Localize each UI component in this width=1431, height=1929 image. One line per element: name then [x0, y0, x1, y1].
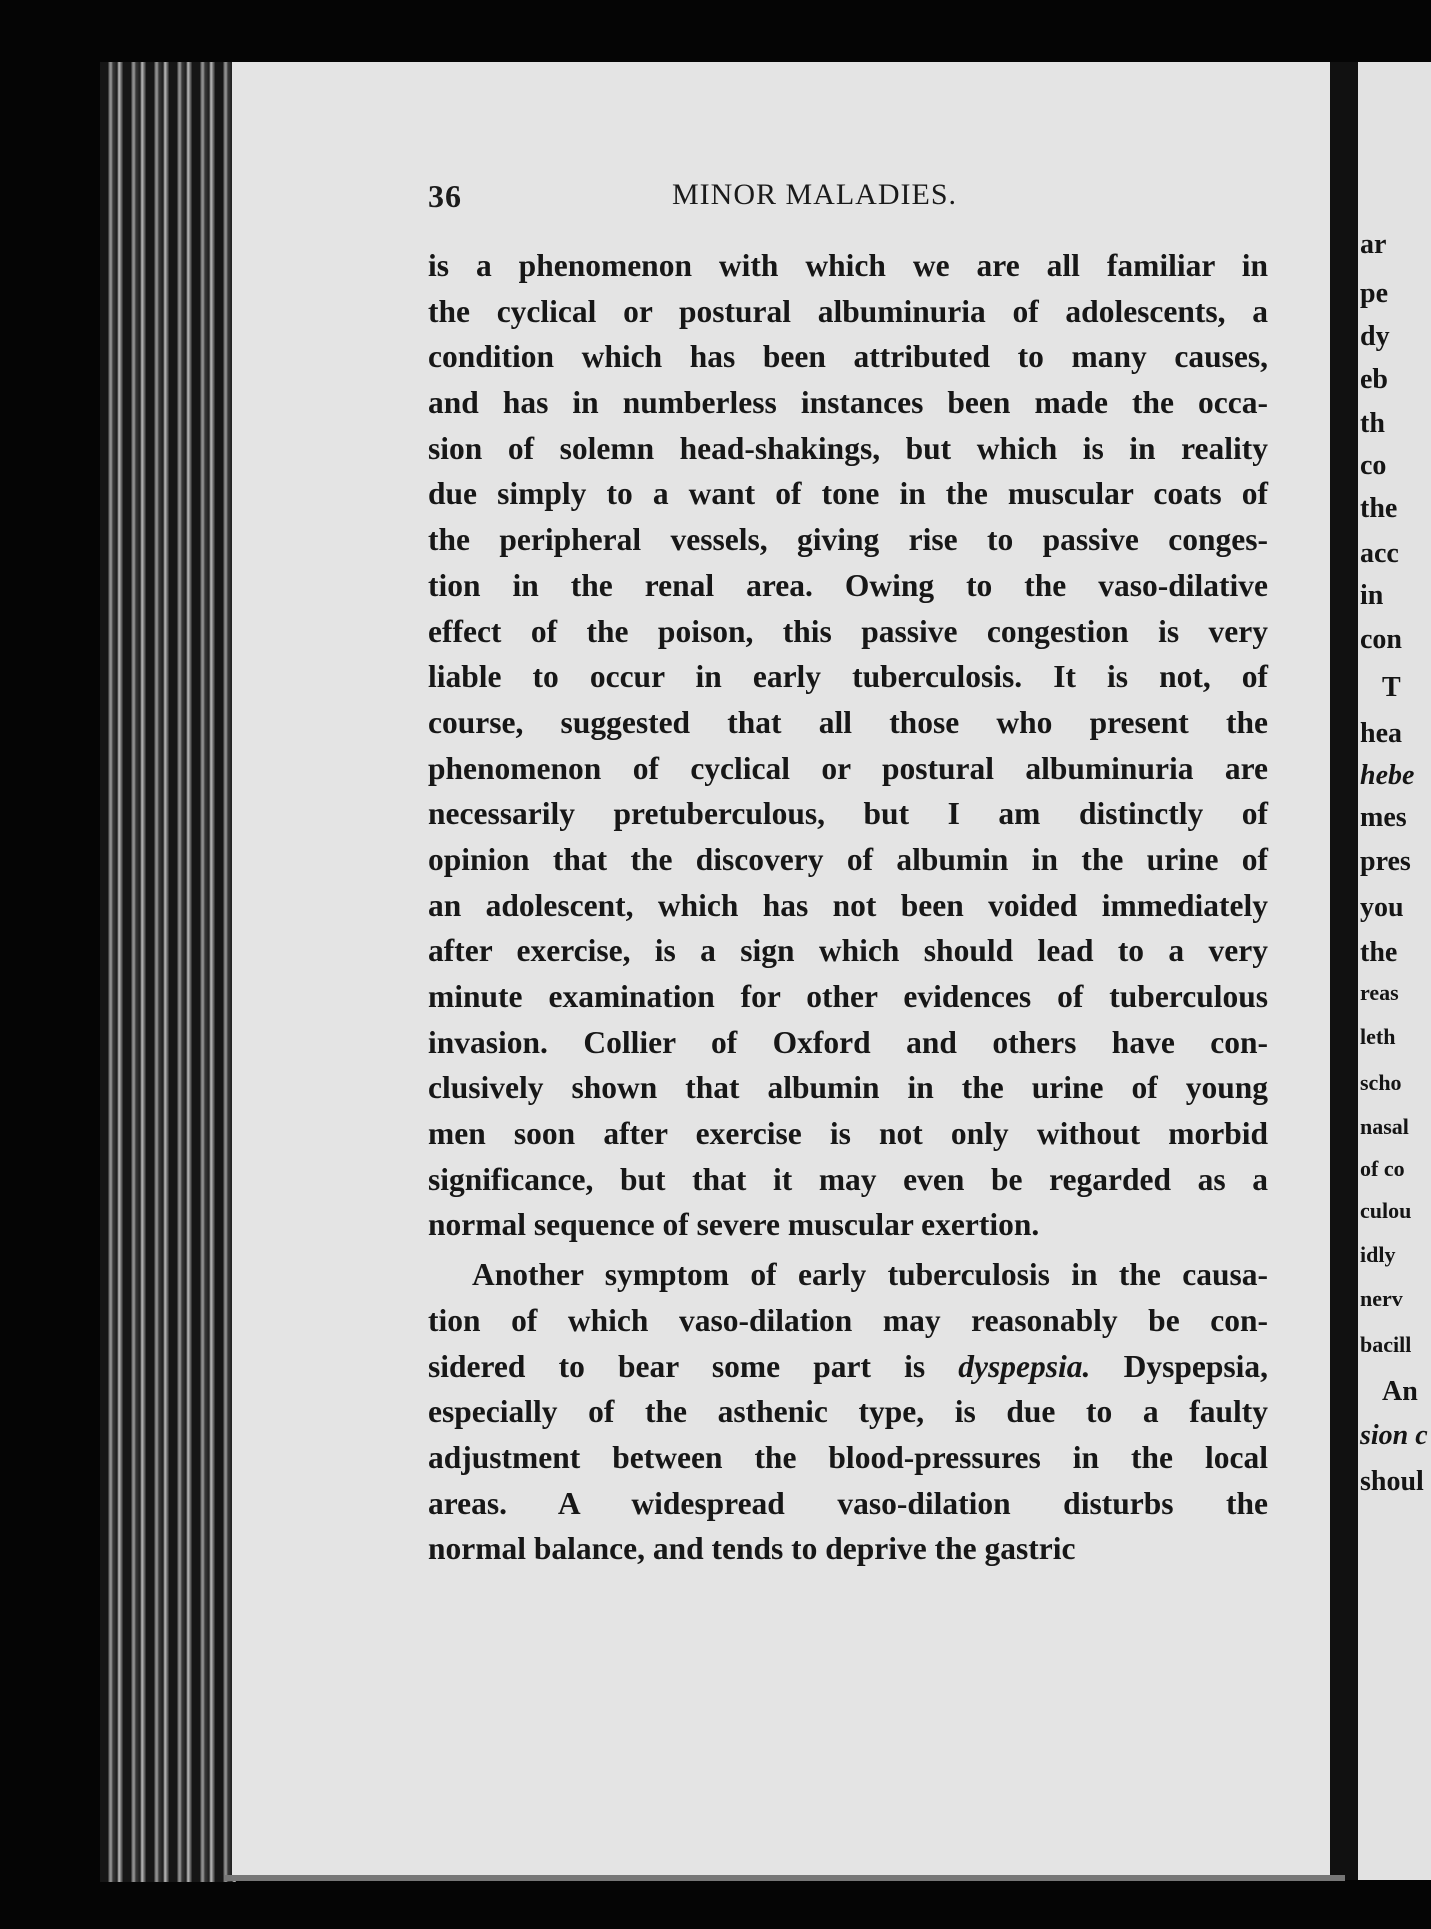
adjacent-page-edge	[1358, 62, 1431, 1880]
text-line: tion in the renal area. Owing to the vaso-dilative	[428, 567, 1268, 603]
adjacent-page-fragment: sion c	[1360, 1420, 1428, 1451]
text-line: adjustment between the blood-pressures in the local	[428, 1439, 1268, 1475]
text-line: necessarily pretuberculous, but I am distinctly of	[428, 796, 1268, 832]
adjacent-page-fragment: idly	[1360, 1242, 1396, 1267]
adjacent-page-fragment: th	[1360, 408, 1385, 439]
text-line: significance, but that it may even be regarded as a	[428, 1161, 1268, 1197]
adjacent-page-fragment: you	[1360, 892, 1404, 923]
text-line: is a phenomenon with which we are all familiar in	[428, 248, 1268, 283]
body-text	[428, 243, 1268, 1572]
text-line: phenomenon of cyclical or postural albuminuria are	[428, 750, 1268, 786]
adjacent-page-fragment: ar	[1360, 229, 1387, 260]
adjacent-page-fragment: T	[1382, 672, 1401, 703]
adjacent-page-fragment: hea	[1360, 718, 1402, 749]
adjacent-page-fragment: reas	[1360, 980, 1399, 1005]
text-line: especially of the asthenic type, is due to a faulty	[428, 1394, 1268, 1430]
adjacent-page-fragment: An	[1382, 1376, 1418, 1407]
adjacent-page-fragment: eb	[1360, 364, 1388, 395]
text-line: normal sequence of severe muscular exertion.	[428, 1207, 1040, 1243]
adjacent-page-fragment: con	[1360, 624, 1402, 655]
adjacent-page-fragment: dy	[1360, 321, 1390, 352]
text-line: invasion. Collier of Oxford and others have con-	[428, 1024, 1268, 1060]
text-line: men soon after exercise is not only without morbid	[428, 1116, 1268, 1152]
text-line: minute examination for other evidences of tuberculous	[428, 979, 1268, 1014]
adjacent-page-fragment: culou	[1360, 1198, 1412, 1223]
adjacent-page-fragment: scho	[1360, 1070, 1402, 1095]
adjacent-page-fragment: bacill	[1360, 1332, 1412, 1357]
text-line: due simply to a want of tone in the muscular coats of	[428, 476, 1268, 512]
text-line: after exercise, is a sign which should lead to a very	[428, 933, 1268, 969]
adjacent-page-fragment: acc	[1360, 538, 1399, 569]
text-line	[428, 1344, 1268, 1390]
adjacent-page-fragment: co	[1360, 450, 1387, 481]
text-line: tion of which vaso-dilation may reasonably be con-	[428, 1302, 1268, 1338]
adjacent-page-fragment: pe	[1360, 278, 1388, 309]
adjacent-page-fragment: of co	[1360, 1156, 1405, 1181]
adjacent-page-fragment: pres	[1360, 846, 1411, 877]
text-line: opinion that the discovery of albumin in the urine of	[428, 841, 1268, 877]
text-line: course, suggested that all those who present the	[428, 704, 1268, 740]
adjacent-page-fragment: in	[1360, 580, 1384, 611]
text-run: sidered to bear some part is	[428, 1348, 959, 1384]
text-line: sion of solemn head-shakings, but which is in reality	[428, 430, 1268, 466]
book-spine-edge	[100, 62, 236, 1882]
page-bottom-edge	[225, 1875, 1345, 1881]
page-number: 36	[428, 178, 462, 214]
running-title: MINOR MALADIES.	[672, 178, 957, 211]
text-line: liable to occur in early tuberculosis. It is not, of	[428, 659, 1268, 695]
adjacent-page-fragment: leth	[1360, 1024, 1396, 1049]
adjacent-page-fragment: mes	[1360, 802, 1407, 833]
text-line: normal balance, and tends to deprive the gastric	[428, 1531, 1076, 1567]
text-line: the peripheral vessels, giving rise to passive conges-	[428, 522, 1268, 558]
adjacent-page-fragment: hebe	[1360, 760, 1415, 791]
text-run: Dyspepsia,	[1090, 1348, 1268, 1384]
text-line: the cyclical or postural albuminuria of adolescents, a	[428, 293, 1268, 329]
text-line: clusively shown that albumin in the urine of young	[428, 1070, 1268, 1106]
running-head	[428, 178, 1268, 222]
page-gutter	[1330, 62, 1358, 1880]
text-line: and has in numberless instances been made the occa-	[428, 385, 1268, 421]
adjacent-page-fragment: the	[1360, 937, 1398, 968]
text-line: condition which has been attributed to many causes,	[428, 339, 1268, 375]
adjacent-page-fragment: nerv	[1360, 1286, 1403, 1311]
adjacent-page-fragment: nasal	[1360, 1114, 1409, 1139]
text-line: areas. A widespread vaso-dilation disturbs the	[428, 1485, 1268, 1521]
adjacent-page-fragment: shoul	[1360, 1466, 1424, 1497]
text-line: Another symptom of early tuberculosis in the causa-	[472, 1257, 1268, 1293]
adjacent-page-fragment: the	[1360, 493, 1398, 524]
text-line: effect of the poison, this passive congestion is very	[428, 613, 1268, 649]
text-line: an adolescent, which has not been voided immediately	[428, 887, 1268, 923]
italic-term: dyspepsia.	[958, 1348, 1091, 1384]
